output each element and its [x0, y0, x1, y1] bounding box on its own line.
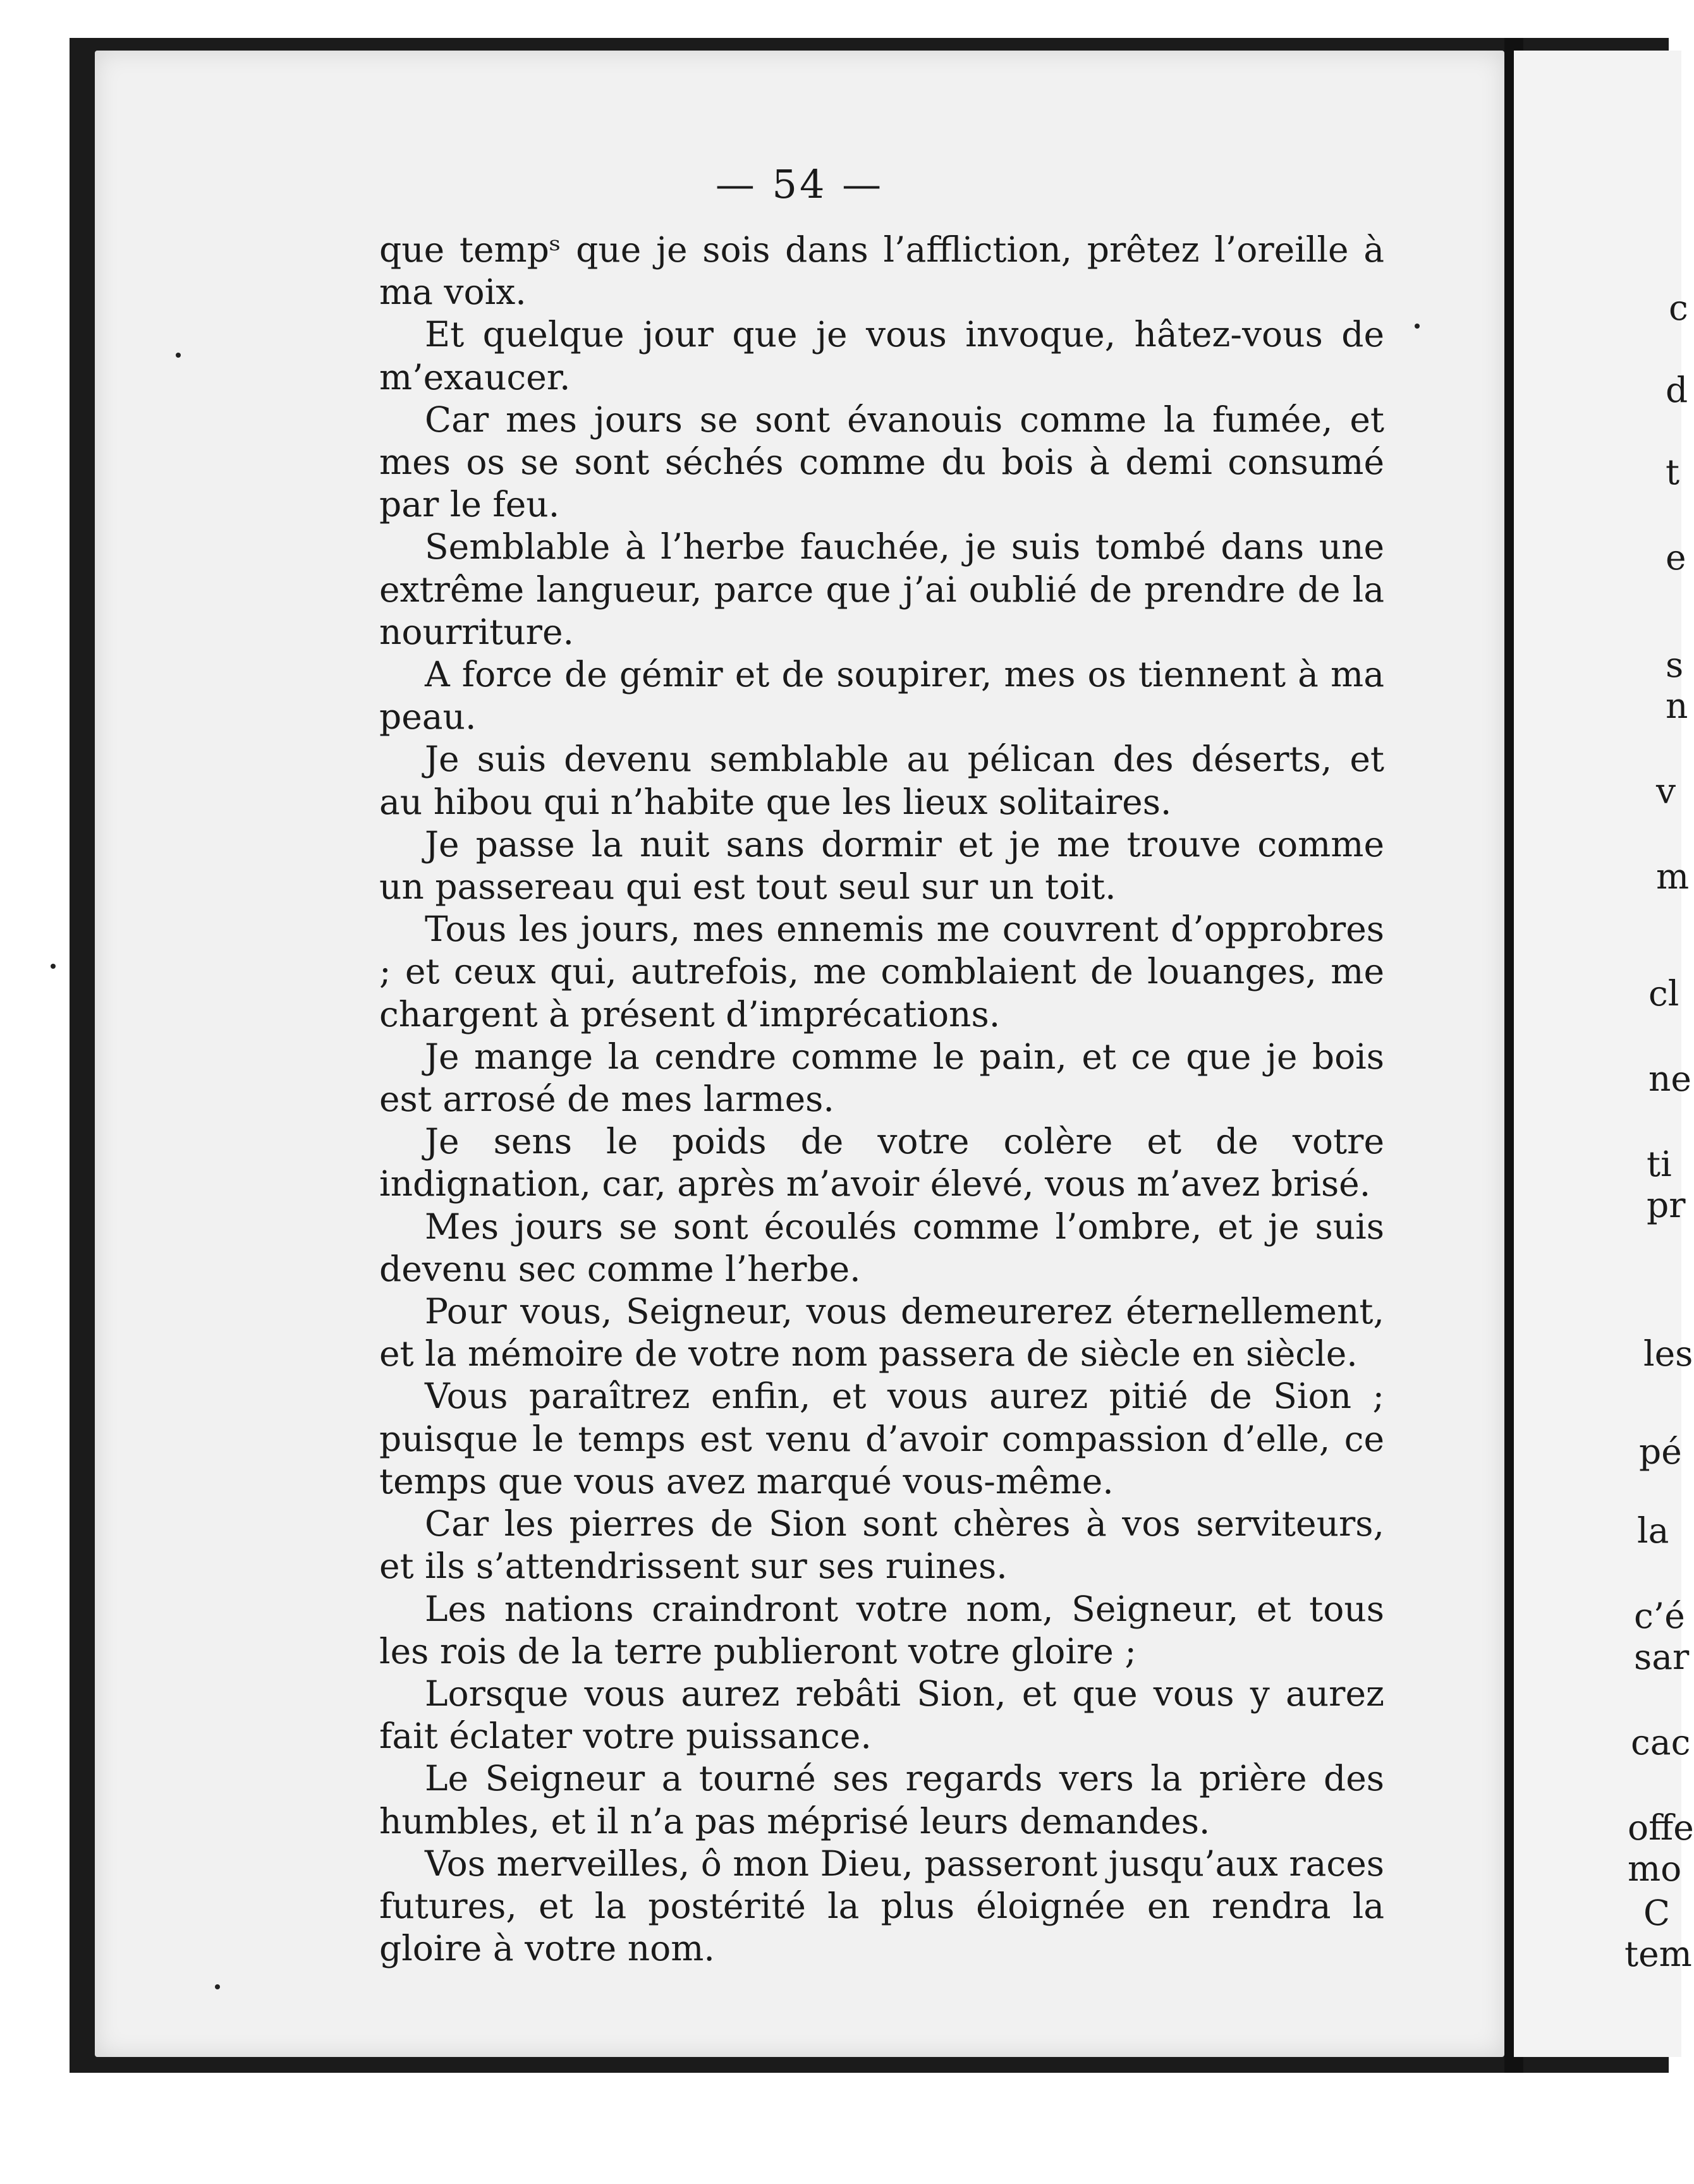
- verse: Les nations craindront votre nom, Seigneur, et tous les rois de la terre publieront votre gloire ;: [379, 1588, 1384, 1671]
- verse: Mes jours se sont écoulés comme l’ombre, et je suis devenu sec comme l’herbe.: [379, 1206, 1384, 1289]
- ink-speck: [51, 964, 56, 969]
- facing-page-fragment: c’é: [1634, 1596, 1685, 1636]
- facing-page-fragment: la: [1637, 1510, 1669, 1551]
- facing-page-fragment: cl: [1648, 973, 1679, 1014]
- facing-page-fragment: t: [1666, 452, 1680, 492]
- facing-page-fragment: n: [1666, 686, 1688, 726]
- verse: Tous les jours, mes ennemis me couvrent d’opprobres ; et ceux qui, autrefois, me comblaient de louanges, me chargent à présent d’imprécations.: [379, 909, 1384, 1034]
- facing-page-fragment: d: [1666, 370, 1688, 410]
- verse: Je mange la cendre comme le pain, et ce que je bois est arrosé de mes larmes.: [379, 1036, 1384, 1120]
- facing-page-fragment: pr: [1647, 1185, 1686, 1225]
- facing-page-fragment: cac: [1631, 1722, 1691, 1762]
- verse: Et quelque jour que je vous invoque, hâtez-vous de m’exaucer.: [379, 314, 1384, 397]
- facing-page-fragment: c: [1669, 288, 1688, 328]
- verse: Semblable à l’herbe fauchée, je suis tombé dans une extrême langueur, parce que j’ai oublié de prendre de la nourriture.: [379, 526, 1384, 652]
- ink-speck: [176, 353, 181, 358]
- facing-page-fragment: offe: [1628, 1807, 1694, 1848]
- verse: Vos merveilles, ô mon Dieu, passeront jusqu’aux races futures, et la postérité la plus éloignée en rendra la gloire à votre nom.: [379, 1843, 1384, 1969]
- facing-page-fragment: e: [1666, 537, 1686, 578]
- facing-page-fragment: C: [1643, 1893, 1671, 1933]
- facing-page-fragment: s: [1666, 645, 1684, 685]
- verse: Vous paraîtrez enfin, et vous aurez pitié de Sion ; puisque le temps est venu d’avoir compassion d’elle, ce temps que vous avez marqué vous-même.: [379, 1376, 1384, 1502]
- verse: que tempˢ que je sois dans l’affliction, prêtez l’oreille à ma voix.: [379, 229, 1384, 313]
- facing-page-fragment: v: [1656, 771, 1676, 811]
- facing-page-fragment: ti: [1647, 1144, 1672, 1184]
- verse: Je sens le poids de votre colère et de votre indignation, car, après m’avoir élevé, vous m’avez brisé.: [379, 1121, 1384, 1204]
- verse: Le Seigneur a tourné ses regards vers la prière des humbles, et il n’a pas méprisé leurs demandes.: [379, 1758, 1384, 1841]
- facing-page-fragment: ne: [1648, 1059, 1691, 1099]
- facing-page-fragment: tem: [1624, 1934, 1692, 1974]
- verse: Car mes jours se sont évanouis comme la fumée, et mes os se sont séchés comme du bois à demi consumé par le feu.: [379, 399, 1384, 525]
- verse: Je passe la nuit sans dormir et je me trouve comme un passereau qui est tout seul sur un toit.: [379, 823, 1384, 907]
- facing-page-fragment: m: [1656, 856, 1690, 897]
- facing-page-fragment: pé: [1639, 1431, 1682, 1472]
- page-number: — 54 —: [715, 161, 884, 207]
- right-page: [1514, 51, 1694, 2057]
- verse: Lorsque vous aurez rebâti Sion, et que vous y aurez fait éclater votre puissance.: [379, 1673, 1384, 1757]
- facing-page-fragment: les: [1643, 1333, 1693, 1374]
- verse: Pour vous, Seigneur, vous demeurerez éternellement, et la mémoire de votre nom passera de siècle en siècle.: [379, 1291, 1384, 1374]
- facing-page-fragment: mo: [1628, 1848, 1682, 1889]
- psalm-text: [379, 229, 1384, 1970]
- verse: Car les pierres de Sion sont chères à vos serviteurs, et ils s’attendrissent sur ses ruines.: [379, 1503, 1384, 1587]
- ink-speck: [1415, 324, 1420, 329]
- ink-speck: [215, 1984, 220, 1989]
- verse: A force de gémir et de soupirer, mes os tiennent à ma peau.: [379, 654, 1384, 737]
- facing-page-fragment: sar: [1634, 1637, 1690, 1677]
- verse: Je suis devenu semblable au pélican des déserts, et au hibou qui n’habite que les lieux solitaires.: [379, 739, 1384, 822]
